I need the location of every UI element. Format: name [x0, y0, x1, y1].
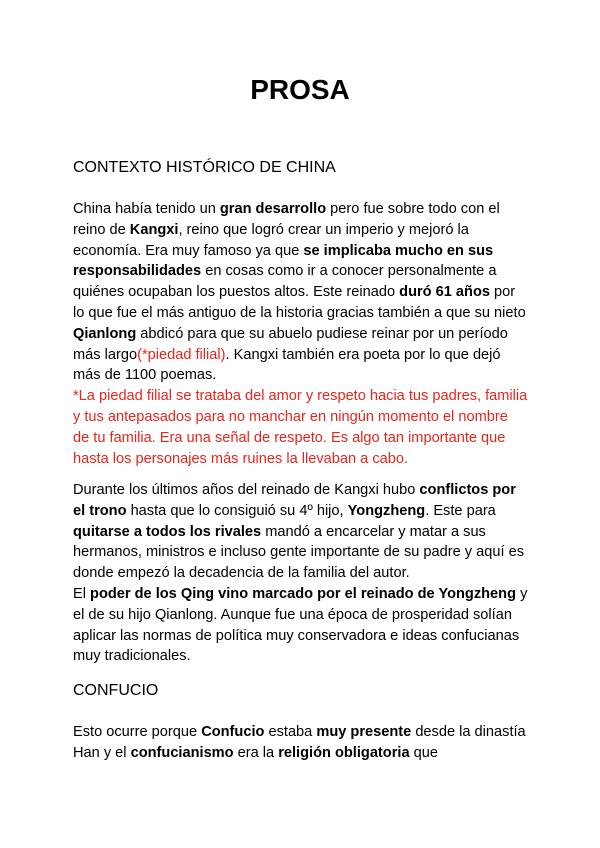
bold-run: gran desarrollo: [219, 201, 327, 217]
bold-run: quitarse a todos los rivales: [73, 523, 262, 540]
text-run: en cosas como ir a conocer personalmente a quiénes ocupaban los puestos altos. Este reinado: [73, 263, 497, 301]
text-run: , reino que logró crear un imperio y mejoró la economía. Era muy famoso ya que: [73, 221, 469, 259]
text-run: estaba: [264, 724, 317, 740]
text-run: que: [409, 744, 438, 761]
text-run: . Kangxi también era poeta por lo que dejó más de 1100 poemas.: [73, 346, 501, 384]
text-run: pero fue sobre todo con el reino de: [73, 201, 500, 238]
bold-run: Kangxi: [129, 221, 179, 238]
bold-run: se implicaba mucho en sus responsabilidades: [73, 242, 494, 280]
paragraph-kangxi: [73, 199, 528, 469]
page-title: PROSA: [250, 74, 350, 105]
paragraph-confucio: [73, 722, 528, 764]
footnote-piedad-filial: *La piedad filial se trataba del amor y respeto hacia tus padres, familia y tus antepasados para no manchar en ningún momento el nombre de tu familia. Era una señal de respeto. Es algo tan importante que hasta los personajes más ruines la llevaban a cabo.: [73, 388, 528, 467]
footnote-marker: (*piedad filial): [137, 346, 226, 363]
text-run: Esto ocurre porque: [73, 724, 202, 740]
paragraph-yongzheng: [73, 480, 528, 667]
text-run: Durante los últimos años del reinado de Kangxi hubo: [73, 482, 420, 498]
bold-run: muy presente: [316, 724, 412, 740]
bold-run: confucianismo: [130, 744, 234, 761]
bold-run: poder de los Qing vino marcado por el reinado de Yongzheng: [90, 585, 517, 602]
bold-run: Confucio: [201, 724, 265, 740]
text-run: . Este para: [425, 502, 496, 519]
text-run: China había tenido un: [73, 201, 220, 217]
text-run: desde la dinastía Han y el: [73, 724, 526, 761]
section-heading-confucio: CONFUCIO: [73, 682, 159, 699]
bold-run: religión obligatoria: [278, 744, 410, 761]
bold-run: conflictos por el trono: [73, 482, 516, 519]
text-run: mandó a encarcelar y matar a sus hermanos, ministros e incluso gente importante de su padre y aquí es donde empezó la decadencia de la familia del autor.: [73, 523, 525, 582]
section-heading-contexto: CONTEXTO HISTÓRICO DE CHINA: [73, 159, 336, 176]
bold-run: duró 61 años: [399, 284, 490, 301]
text-run: abdicó para que su abuelo pudiese reinar por un período más largo: [73, 325, 508, 363]
bold-run: Qianlong: [73, 325, 137, 342]
text-run: por lo que fue el más antiguo de la historia gracias también a que su nieto: [73, 284, 526, 321]
text-run: hasta que lo consiguió su 4º hijo,: [126, 502, 348, 519]
bold-run: Yongzheng: [347, 502, 426, 519]
text-run: El: [73, 585, 91, 602]
text-run: y el de su hijo Qianlong. Aunque fue una época de prosperidad solían aplicar las normas de política muy conservadora e ideas confucianas muy tradicionales.: [73, 585, 528, 665]
text-run: era la: [233, 744, 279, 761]
